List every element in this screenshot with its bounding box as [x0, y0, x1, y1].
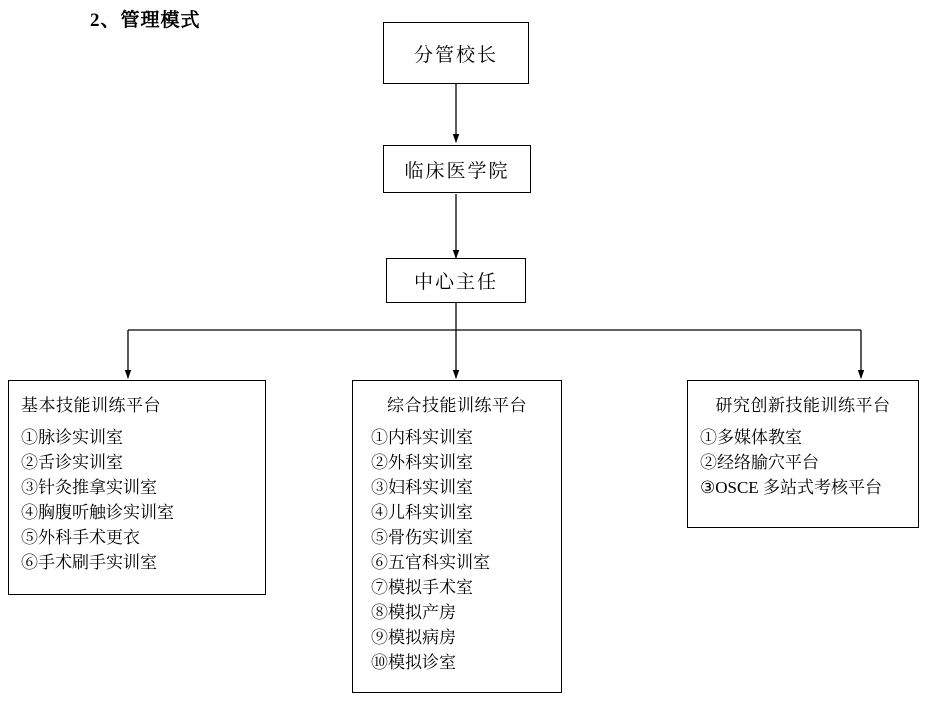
- list-item: ④胸腹听触诊实训室: [21, 503, 174, 522]
- node-principal-label: 分管校长: [413, 44, 498, 66]
- platform-basic-skills-list: [9, 425, 265, 575]
- list-item: ③针灸推拿实训室: [21, 478, 157, 497]
- list-item: ②舌诊实训室: [21, 453, 123, 472]
- platform-comprehensive-skills-list: [353, 425, 561, 675]
- list-item: ⑥五官科实训室: [371, 553, 490, 572]
- list-item: ③OSCE 多站式考核平台: [700, 478, 882, 497]
- platform-research-innovation-title: 研究创新技能训练平台: [715, 396, 891, 415]
- list-item: ①内科实训室: [371, 428, 473, 447]
- list-item: ⑩模拟诊室: [371, 653, 456, 672]
- node-clinical-college: [383, 145, 531, 193]
- node-center-director-label: 中心主任: [413, 272, 498, 293]
- platform-research-innovation-list: [688, 425, 918, 500]
- list-item: ⑨模拟病房: [371, 628, 456, 647]
- platform-research-innovation: [687, 380, 919, 528]
- list-item: ②外科实训室: [371, 453, 473, 472]
- platform-basic-skills: [8, 380, 266, 595]
- node-clinical-college-label: 临床医学院: [404, 160, 510, 182]
- node-center-director: [386, 258, 526, 303]
- list-item: ④儿科实训室: [371, 503, 473, 522]
- platform-comprehensive-skills: [352, 380, 562, 693]
- page-title: 2、管理模式: [90, 10, 201, 31]
- list-item: ⑦模拟手术室: [371, 578, 473, 597]
- list-item: ③妇科实训室: [371, 478, 473, 497]
- platform-comprehensive-skills-title: 综合技能训练平台: [387, 396, 527, 415]
- list-item: ⑧模拟产房: [371, 603, 456, 622]
- list-item: ②经络腧穴平台: [700, 453, 819, 472]
- platform-basic-skills-title: 基本技能训练平台: [21, 396, 161, 415]
- list-item: ①多媒体教室: [700, 428, 802, 447]
- list-item: ⑤骨伤实训室: [371, 528, 473, 547]
- list-item: ⑤外科手术更衣: [21, 528, 140, 547]
- list-item: ⑥手术刷手实训室: [21, 553, 157, 572]
- node-principal: [383, 22, 529, 84]
- list-item: ①脉诊实训室: [21, 428, 123, 447]
